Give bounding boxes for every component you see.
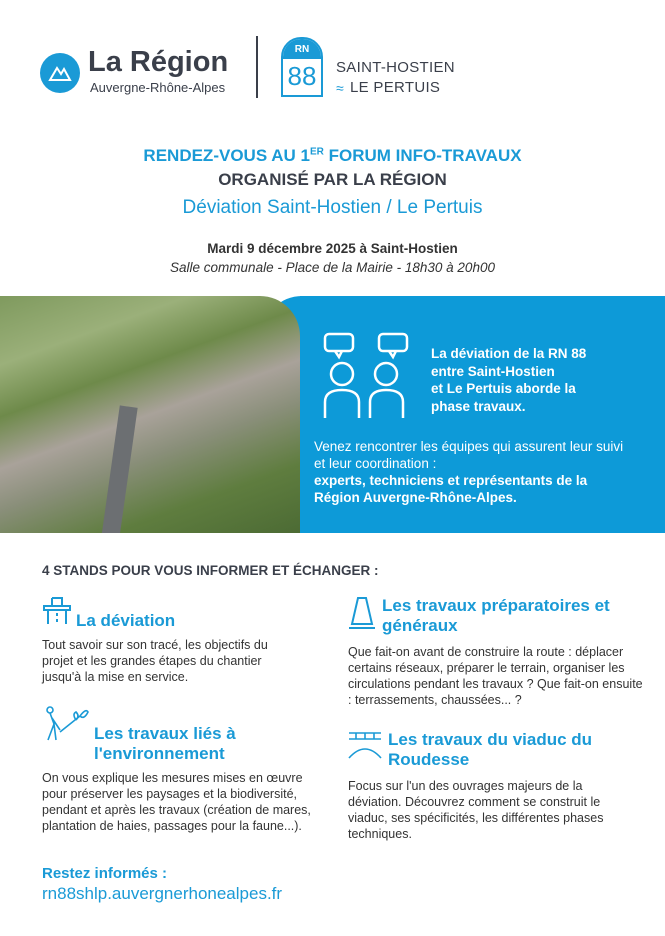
title-line-1: RENDEZ-VOUS AU 1ER FORUM INFO-TRAVAUX <box>143 146 522 165</box>
highway-icon <box>42 596 72 631</box>
gardener-plant-icon <box>42 706 90 764</box>
stand-preparatory: Les travaux préparatoires et généraux Que fait-on avant de construire la route : déplacer certains réseaux, préparer le terrain, organiser les circulations pendant les travaux ? Que fait-on ensuite : terrassements, chaussées... ? <box>348 596 643 707</box>
divider <box>256 36 258 98</box>
title-line-3: Déviation Saint-Hostien / Le Pertuis <box>182 197 483 218</box>
rn88-badge <box>281 37 323 97</box>
aerial-photo <box>0 296 300 533</box>
photo-road <box>100 405 137 533</box>
viaduct-icon <box>348 730 382 770</box>
website-link[interactable]: rn88shlp.auvergnerhonealpes.fr <box>42 884 283 903</box>
title-line-2: ORGANISÉ PAR LA RÉGION <box>218 170 447 189</box>
stands-title: 4 STANDS POUR VOUS INFORMER ET ÉCHANGER : <box>42 563 379 578</box>
stand-deviation: La déviation Tout savoir sur son tracé, les objectifs du projet et les grandes étapes du chantier jusqu'à la mise en service. <box>42 596 312 685</box>
place-2: LE PERTUIS <box>349 79 441 96</box>
rn-number: 88 <box>287 61 317 91</box>
footer-label: Restez informés : <box>42 865 168 882</box>
people-chat-icon <box>322 332 412 427</box>
event-date: Mardi 9 décembre 2025 à Saint-Hostien <box>207 241 458 256</box>
event-venue: Salle communale - Place de la Mairie - 18h30 à 20h00 <box>170 260 495 275</box>
logo-subtitle: Auvergne-Rhône-Alpes <box>90 80 226 95</box>
stand-environment: Les travaux liés à l'environnement On vous explique les mesures mises en œuvre pour préserver les paysages et la biodiversité, pendant et après les travaux (création de mares, plantation de haies, passages pour la faune...). <box>42 706 322 834</box>
traffic-cone-icon <box>348 596 376 636</box>
road-icon: ≈ <box>336 80 344 96</box>
region-logo-icon <box>40 53 80 93</box>
stand-viaduct: Les travaux du viaduc du Roudesse Focus sur l'un des ouvrages majeurs de la déviation. Découvrez comment se construit le viaduc, ses spécificités, les différentes phases techniques. <box>348 730 604 841</box>
panel-lead: La déviation de la RN 88 entre Saint-Hostien et Le Pertuis aborde la phase travaux. <box>431 346 587 414</box>
panel-text: Venez rencontrer les équipes qui assurent leur suivi et leur coordination : experts, techniciens et représentants de la Région Auvergne-Rhône-Alpes. <box>314 439 624 505</box>
rn-label: RN <box>283 39 321 59</box>
project-places <box>336 58 455 98</box>
place-1: SAINT-HOSTIEN <box>336 59 455 76</box>
logo-title: La Région <box>88 46 229 78</box>
